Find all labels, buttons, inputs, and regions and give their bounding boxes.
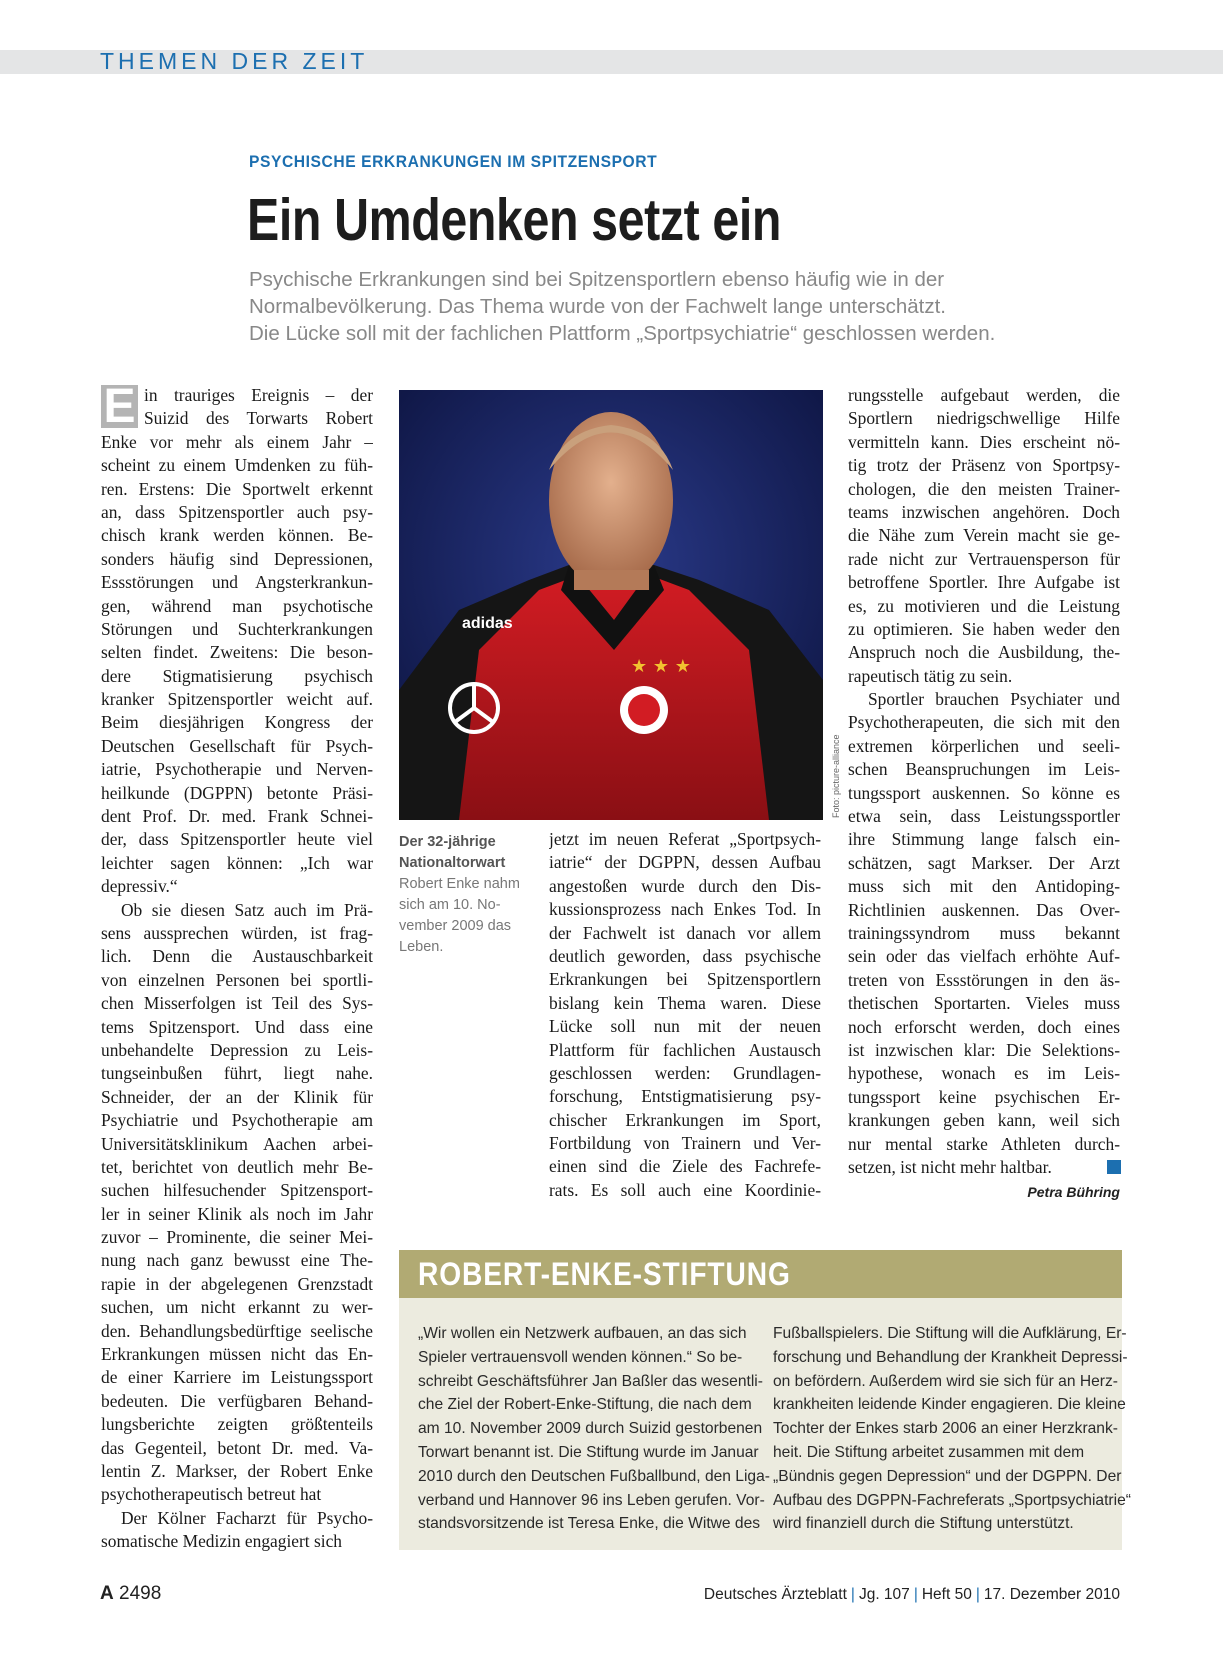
text-line: einen sind die Ziele des Fachrefe- [549, 1156, 821, 1177]
photo-credit: Foto: picture-alliance [831, 734, 841, 818]
text-line: Sportler brauchen Psychiater und [868, 689, 1120, 710]
text-line: leichter sagen können: „Ich war [101, 852, 373, 873]
article-column-3 [848, 384, 1120, 1179]
text-line: krankungen geben kann, weil sich [848, 1110, 1120, 1131]
text-line: von einzelnen Personen bei sportli- [101, 969, 373, 990]
text-line: betroffene Sportler. Ihre Aufgabe ist [848, 572, 1120, 593]
text-line: bedeuten. Die verfügbaren Behand- [101, 1390, 373, 1411]
info-box-line: forschung und Behandlung der Krankheit Depressi- [773, 1348, 1128, 1366]
text-line: extremen körperlichen und seeli- [848, 735, 1120, 756]
lead-line: Psychische Erkrankungen sind bei Spitzensportlern ebenso häufig wie in der [249, 268, 945, 291]
text-line: lungsberichte zeigten größtenteils [101, 1414, 373, 1435]
text-line: lich. Denn die Austauschbarkeit [101, 946, 373, 967]
info-box-line: standsvorsitzende ist Teresa Enke, die Witwe des [418, 1515, 761, 1533]
text-line: chen Misserfolgen ist Teil des Sys- [101, 993, 373, 1014]
text-line: etwa sein, dass Leistungssportler [848, 806, 1120, 827]
info-box-line: Fußballspielers. Die Stiftung will die Aufklärung, Er- [773, 1325, 1127, 1342]
text-line: Anspruch noch die Ausbildung, the- [848, 642, 1120, 663]
text-line: Der Kölner Facharzt für Psycho- [121, 1507, 373, 1528]
text-line: schätzen, sagt Markser. Der Arzt [848, 852, 1120, 873]
caption-line: Robert Enke nahm [399, 876, 520, 892]
text-line: iatrie“ der DGPPN, dessen Aufbau [549, 852, 821, 873]
text-line: lentin Z. Markser, der Robert Enke [101, 1460, 373, 1481]
text-line: vermitteln kann. Dies erscheint nö- [848, 431, 1120, 452]
text-line: depressiv.“ [101, 876, 178, 897]
info-box-line: wird finanziell durch die Stiftung unterstützt. [773, 1515, 1074, 1533]
text-line: setzen, ist nicht mehr haltbar. [848, 1156, 1052, 1177]
text-line: ler in seiner Klinik als noch im Jahr [101, 1203, 373, 1224]
text-line: tungseinbußen führt, liegt nahe. [101, 1063, 373, 1084]
lead-line: Normalbevölkerung. Das Thema wurde von der Fachwelt lange unterschätzt. [249, 295, 946, 318]
text-line: noch erforscht werden, doch eines [848, 1016, 1120, 1037]
kicker: PSYCHISCHE ERKRANKUNGEN IM SPITZENSPORT [249, 152, 658, 171]
text-line: heilkunde (DGPPN) betonte Präsi- [101, 782, 373, 803]
text-line: Deutschen Gesellschaft für Psych- [101, 735, 373, 756]
text-line: kranker Spitzensportler weicht auf. [101, 689, 373, 710]
author: Petra Bühring [1027, 1184, 1120, 1200]
text-line: Störungen und Suchterkrankungen [101, 618, 373, 639]
text-line: iatrie, Psychotherapie und Nerven- [101, 759, 373, 780]
info-box-line: Torwart benannt ist. Die Stiftung wurde im Januar [418, 1443, 759, 1461]
text-line: Schneider, der an der Klinik für [101, 1086, 373, 1107]
text-line: schen Beanspruchungen im Leis- [848, 759, 1120, 780]
text-line: dere Stigmatisierung psychisch [101, 665, 373, 686]
text-line: chologen, die den meisten Trainer- [848, 478, 1120, 499]
text-line: suchen, um nicht erkannt zu wer- [101, 1297, 373, 1318]
text-line: sonders häufig sind Depressionen, [101, 548, 373, 569]
article-column-1 [101, 384, 373, 1554]
journal-footer [704, 1586, 1120, 1604]
text-line: Universitätsklinikum Aachen arbei- [101, 1133, 373, 1154]
info-box-column-2 [773, 1322, 1131, 1536]
page-prefix: A [100, 1583, 114, 1604]
text-line: nur mental starke Athleten durch- [848, 1133, 1120, 1154]
page-number [100, 1583, 161, 1605]
text-line: Erkrankungen bei Spitzensportlern [549, 969, 821, 990]
text-line: in trauriges Ereignis – der [144, 385, 373, 405]
photo-illustration [399, 390, 823, 820]
text-line: ren. Erstens: Die Sportwelt erkennt [101, 478, 373, 499]
lead-line: Die Lücke soll mit der fachlichen Plattform „Sportpsychiatrie“ geschlossen werden. [249, 322, 996, 345]
text-line: hypothese, wonach es im Leis- [848, 1063, 1120, 1084]
text-line: Richtlinien auskennen. Das Over- [848, 899, 1120, 920]
text-line: sein oder das vielfach erhöhte Auf- [848, 946, 1120, 967]
info-box-line: 2010 durch den Deutschen Fußballbund, den Liga- [418, 1467, 770, 1485]
caption-bold-line: Nationaltorwart [399, 855, 506, 871]
text-line: de einer Karriere im Leistungssport [101, 1367, 373, 1388]
lead-paragraph [249, 266, 1149, 347]
text-line: rats. Es soll auch eine Koordinie- [549, 1179, 821, 1200]
footer-separator: | [913, 1586, 918, 1603]
text-line: es, zu motivieren und die Leistung [848, 595, 1120, 616]
text-line: geschlossen werden: Grundlagen- [549, 1062, 821, 1083]
end-of-article-mark [1107, 1160, 1121, 1174]
text-line: tig trotz der Präsenz von Sportpsy- [848, 455, 1120, 476]
caption-bold-line: Der 32-jährige [399, 834, 496, 850]
text-line: tet, berichtet von deutlich mehr Be- [101, 1156, 373, 1177]
text-line: Ob sie diesen Satz auch im Prä- [121, 899, 373, 920]
info-box-line: schreibt Geschäftsführer Jan Baßler das wesentli- [418, 1372, 763, 1390]
text-line: unbehandelte Depression zu Leis- [101, 1039, 373, 1060]
text-line: die Nähe zum Verein macht sie ge- [848, 525, 1120, 546]
footer-separator: | [850, 1586, 855, 1603]
info-box-line: am 10. November 2009 durch Suizid gestorbenen [418, 1420, 763, 1438]
svg-text:adidas: adidas [462, 615, 513, 632]
text-line: teams inzwischen angehören. Doch [848, 501, 1120, 522]
info-box-line: Tochter der Enkes starb 2006 an einer Herzkrank- [773, 1420, 1118, 1438]
info-box-line: on befördern. Außerdem wird sie sich für an Herz- [773, 1372, 1118, 1390]
section-label: THEMEN DER ZEIT [100, 48, 369, 74]
text-line: treten von Essstörungen in den äs- [848, 969, 1120, 990]
footer-separator: | [975, 1586, 980, 1603]
text-line: somatische Medizin engagiert sich [101, 1531, 342, 1552]
text-line: trainingssyndrom muss bekannt [848, 922, 1120, 943]
caption-line: sich am 10. No- [399, 897, 501, 913]
text-line: ihre Stimmung lange falsch ein- [848, 829, 1120, 850]
text-line: der Fachwelt ist danach vor allem [549, 922, 821, 943]
text-line: Fortbildung von Trainern und Ver- [549, 1133, 821, 1154]
text-line: Sportlern niedrigschwellige Hilfe [848, 408, 1120, 429]
caption-line: vember 2009 das [399, 918, 512, 934]
text-line: selten findet. Zweitens: Die beson- [101, 642, 373, 663]
photo-robert-enke [399, 390, 823, 820]
text-line: Enke vor mehr als einem Jahr – [101, 431, 373, 452]
drop-cap: E [101, 385, 138, 428]
caption-line: Leben. [399, 939, 444, 955]
text-line: Essstörungen und Angsterkrankun- [101, 572, 373, 593]
info-box-line: verband und Hannover 96 ins Leben gerufen. Vor- [418, 1491, 765, 1509]
text-line: Erkrankungen müssen nicht das En- [101, 1344, 373, 1365]
text-line: rapeutisch tätig zu sein. [848, 665, 1013, 686]
text-line: zuvor – Prominente, die seiner Mei- [101, 1227, 373, 1248]
text-line: muss sich mit den Antidoping- [848, 876, 1120, 897]
text-line: Beim diesjährigen Kongress der [101, 712, 373, 733]
text-line: an, dass Spitzensportler auch psy- [101, 501, 373, 522]
text-line: jetzt im neuen Referat „Sportpsych- [549, 829, 821, 849]
text-line: Plattform für fachlichen Austausch [549, 1039, 821, 1060]
text-line: sens aussprechen würden, ist frag- [101, 922, 373, 943]
text-line: forschung, Entstigmatisierung psy- [549, 1086, 821, 1107]
text-line: tems Spitzensport. Und dass eine [101, 1016, 373, 1037]
text-line: deutlich geworden, dass psychische [549, 945, 821, 966]
info-box-line: Aufbau des DGPPN-Fachreferats „Sportpsychiatrie“ [773, 1491, 1131, 1509]
text-line: rade nicht zur Vertrauensperson für [848, 548, 1120, 569]
journal-volume: Jg. 107 [858, 1586, 910, 1603]
info-box-line: che Ziel der Robert-Enke-Stiftung, die nach dem [418, 1396, 752, 1414]
text-line: psychotherapeutisch betreut hat [101, 1484, 322, 1505]
text-line: tungssport auskennen. So könne es [848, 782, 1120, 803]
journal-issue: Heft 50 [921, 1586, 972, 1603]
info-box-line: Spieler vertrauensvoll wenden können.“ So be- [418, 1348, 743, 1366]
journal-name: Deutsches Ärzteblatt [703, 1586, 847, 1603]
photo-caption [399, 832, 539, 958]
text-line: gen, während man psychotische [101, 595, 373, 616]
text-line: nung nach ganz bewusst eine The- [101, 1250, 373, 1271]
info-box-column-1 [418, 1322, 770, 1536]
text-line: scheint zu einem Umdenken zu füh- [101, 455, 373, 476]
text-line: zu optimieren. Sie haben weder den [848, 618, 1120, 639]
headline: Ein Umdenken setzt ein [247, 187, 782, 253]
text-line: rungsstelle aufgebaut werden, die [848, 385, 1120, 405]
text-line: Psychiatrie und Psychotherapie am [101, 1110, 373, 1131]
text-line: der, dass Spitzensportler heute viel [101, 829, 373, 850]
info-box-title: ROBERT-ENKE-STIFTUNG [418, 1256, 791, 1292]
text-line: suchen hilfesuchender Spitzensport- [101, 1180, 373, 1201]
text-line: thetischen Sportarten. Vieles muss [848, 993, 1120, 1014]
text-line: chisch krank werden können. Be- [101, 525, 373, 546]
text-line: den. Behandlungsbedürftige seelische [101, 1320, 373, 1341]
text-line: chischer Erkrankungen im Sport, [549, 1109, 821, 1130]
text-line: ist inzwischen klar: Die Selektions- [848, 1039, 1120, 1060]
info-box-line: „Wir wollen ein Netzwerk aufbauen, an das sich [418, 1325, 747, 1342]
text-line: das Gegenteil, betont Dr. med. Va- [101, 1437, 373, 1458]
text-line: bislang kein Thema waren. Diese [549, 992, 821, 1013]
text-line: dent Prof. Dr. med. Frank Schnei- [101, 806, 373, 827]
text-line: angestoßen wurde durch den Dis- [549, 875, 821, 896]
text-line: Psychotherapeuten, die sich mit den [848, 712, 1120, 733]
page-number-value: 2498 [119, 1583, 162, 1604]
journal-date: 17. Dezember 2010 [983, 1586, 1120, 1603]
info-box-line: heit. Die Stiftung arbeitet zusammen mit dem [773, 1443, 1085, 1461]
info-box-line: krankheiten leidende Kinder engagieren. Die kleine [773, 1396, 1126, 1414]
text-line: Suizid des Torwarts Robert [144, 408, 373, 429]
article-column-2 [549, 828, 821, 1202]
info-box-line: „Bündnis gegen Depression“ und der DGPPN. Der [773, 1467, 1122, 1485]
text-line: tungssport keine psychischen Er- [848, 1086, 1120, 1107]
text-line: kussionsprozess nach Enkes Tod. In [549, 899, 821, 920]
text-line: rapie in der abgelegenen Grenzstadt [101, 1273, 373, 1294]
text-line: Lücke soll nun mit der neuen [549, 1016, 821, 1037]
svg-text:★ ★ ★: ★ ★ ★ [631, 656, 691, 677]
